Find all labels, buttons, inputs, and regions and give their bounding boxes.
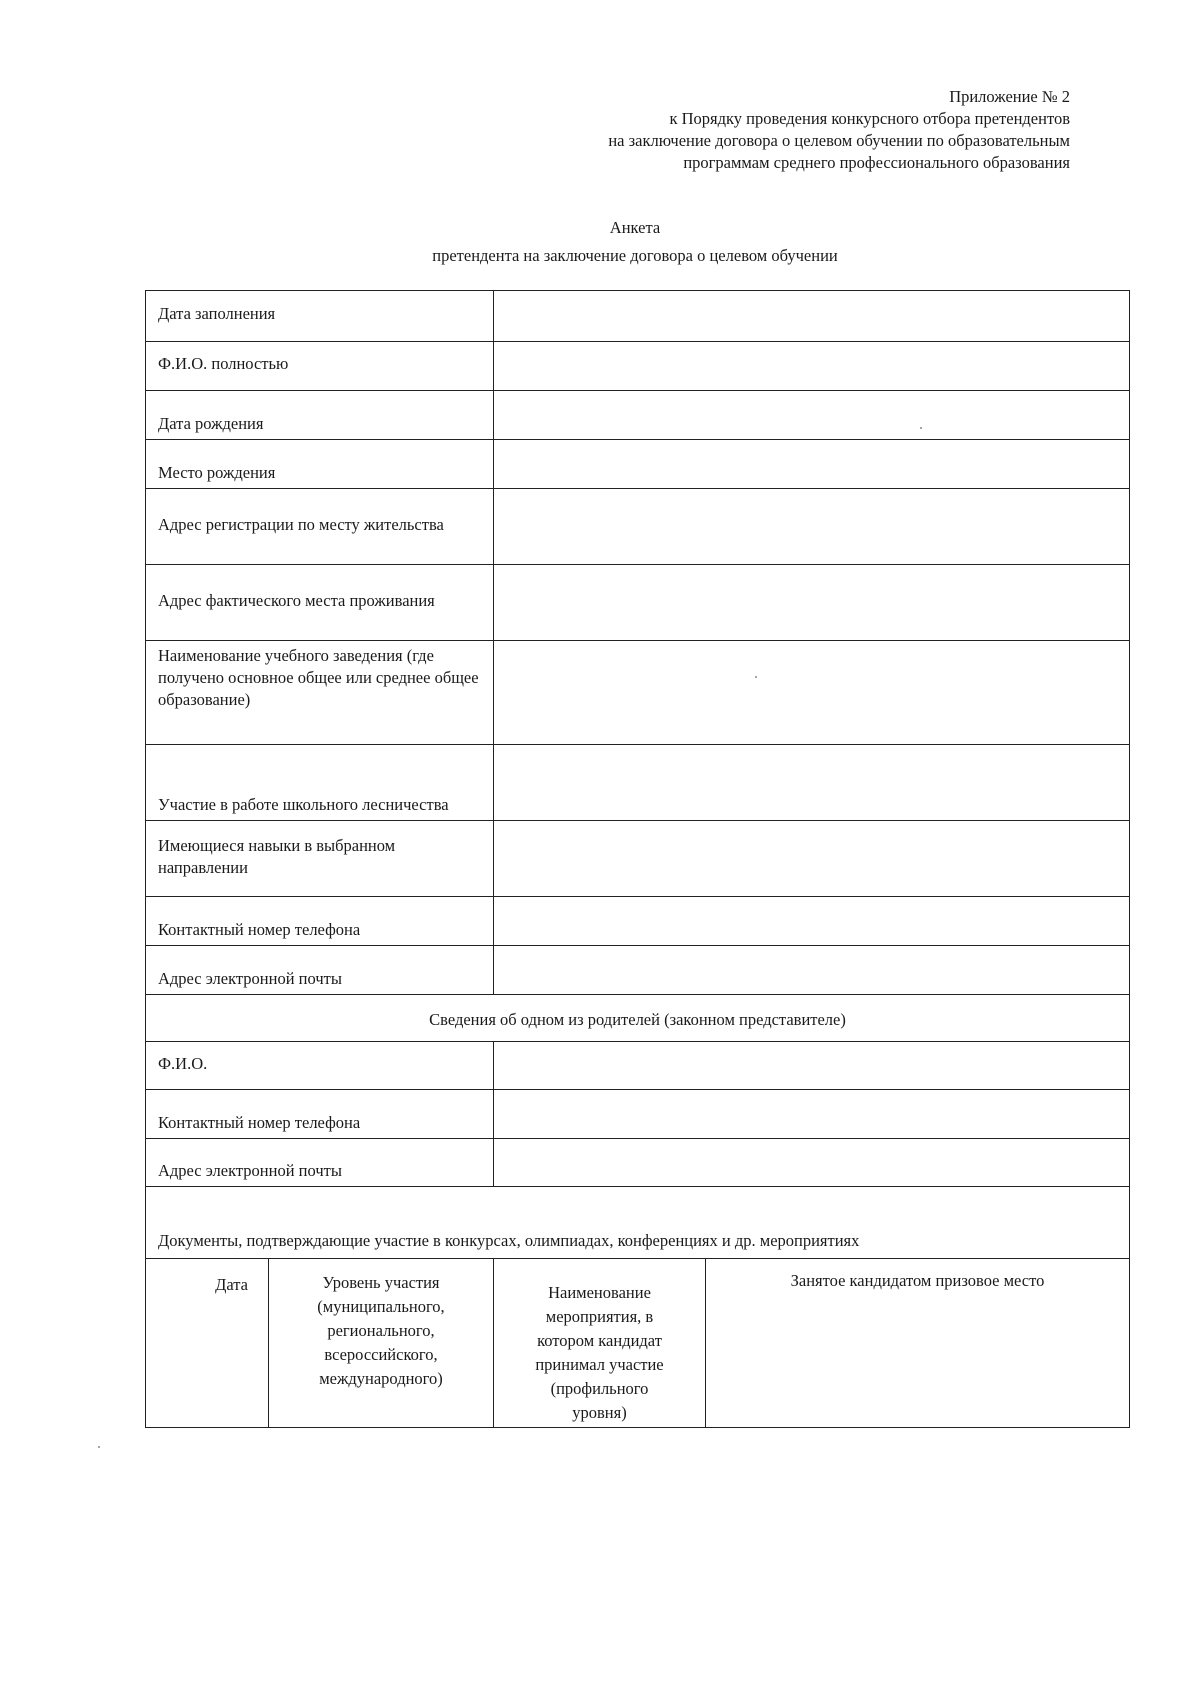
form-value-email[interactable] [494,946,1129,994]
document-subtitle: претендента на заключение договора о целевом обучении [432,246,838,265]
form-row-phone [146,896,1129,945]
scan-speck [920,427,922,429]
form-label: Ф.И.О. [146,1042,494,1089]
form-row-full-name [146,341,1129,390]
form-row-parent-phone [146,1089,1129,1138]
form-label: Имеющиеся навыки в выбранном направлении [146,821,494,896]
form-label: Адрес электронной почты [146,946,494,994]
form-label: Адрес фактического места проживания [146,565,494,640]
documents-heading-row [146,1186,1129,1258]
form-row-fill-date [146,291,1129,341]
parent-section-row [146,994,1129,1041]
form-label: Дата рождения [146,391,494,439]
form-value-school-forestry[interactable] [494,745,1129,820]
form-row-birth-place [146,439,1129,488]
appendix-header [608,86,1070,174]
parent-section-heading: Сведения об одном из родителей (законном представителе) [429,1010,846,1029]
form-row-actual-address [146,564,1129,640]
form-row-email [146,945,1129,994]
form-row-school-forestry [146,744,1129,820]
form-row-school [146,640,1129,744]
form-row-skills [146,820,1129,896]
form-value-full-name[interactable] [494,342,1129,390]
form-value-skills[interactable] [494,821,1129,896]
documents-column-prize-place: Занятое кандидатом призовое место [790,1271,1045,1290]
questionnaire-table [145,290,1130,1428]
appendix-reference-line-3: программам среднего профессионального образования [683,153,1070,172]
form-label: Контактный номер телефона [146,897,494,945]
documents-column-event-name: Наименование мероприятия, в котором кандидат принимал участие (профильного уровня) [494,1259,706,1427]
form-label: Наименование учебного заведения (где получено основное общее или среднее общее образование) [146,641,494,744]
form-value-parent-email[interactable] [494,1139,1129,1186]
form-label: Место рождения [146,440,494,488]
appendix-number: Приложение № 2 [949,87,1070,106]
documents-table [146,1258,1129,1427]
form-value-parent-name[interactable] [494,1042,1129,1089]
form-label: Ф.И.О. полностью [146,342,494,390]
appendix-reference-line-1: к Порядку проведения конкурсного отбора претендентов [669,109,1070,128]
form-row-parent-name [146,1041,1129,1089]
documents-column-level: Уровень участия (муниципального, регионального, всероссийского, международного) [269,1259,494,1427]
documents-heading: Документы, подтверждающие участие в конкурсах, олимпиадах, конференциях и др. мероприятиях [158,1231,860,1250]
form-label: Контактный номер телефона [146,1090,494,1138]
documents-column-date: Дата [146,1259,269,1427]
form-label: Участие в работе школьного лесничества [146,745,494,820]
document-title: Анкета [609,218,661,237]
scan-speck [98,1446,100,1448]
form-value-school[interactable] [494,641,1129,744]
form-value-fill-date[interactable] [494,291,1129,341]
form-value-birth-place[interactable] [494,440,1129,488]
form-row-birth-date [146,390,1129,439]
form-label: Адрес электронной почты [146,1139,494,1186]
form-value-registration-address[interactable] [494,489,1129,564]
scan-speck [755,676,757,678]
form-value-parent-phone[interactable] [494,1090,1129,1138]
form-label: Дата заполнения [146,291,494,341]
form-row-parent-email [146,1138,1129,1186]
form-label: Адрес регистрации по месту жительства [146,489,494,564]
form-row-registration-address [146,488,1129,564]
form-value-birth-date[interactable] [494,391,1129,439]
form-value-phone[interactable] [494,897,1129,945]
appendix-reference-line-2: на заключение договора о целевом обучении по образовательным [608,131,1070,150]
form-value-actual-address[interactable] [494,565,1129,640]
